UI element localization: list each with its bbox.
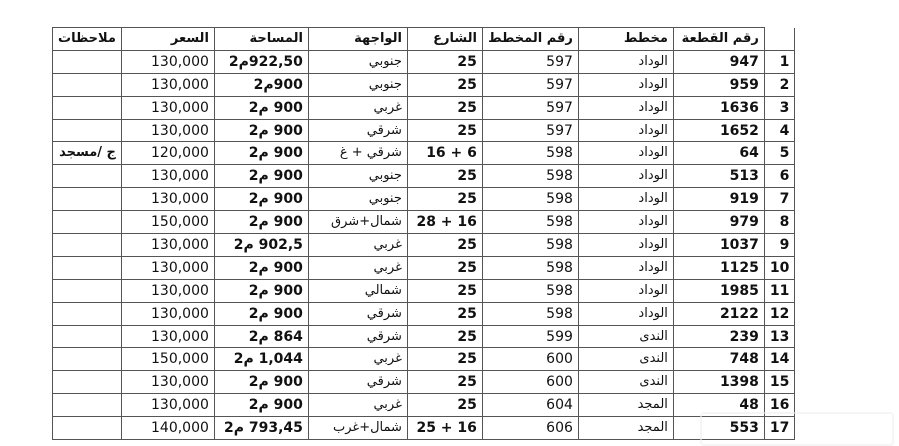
- cell-plan-no: 598: [482, 302, 578, 325]
- cell-price: 130,000: [121, 371, 214, 394]
- table-row: [53, 211, 795, 234]
- cell-facade: شرقي + غ: [308, 142, 407, 165]
- table-row: [53, 348, 795, 371]
- table-row: [53, 279, 795, 302]
- cell-price: 130,000: [121, 325, 214, 348]
- cell-price: 130,000: [121, 188, 214, 211]
- cell-plan-no: 604: [482, 394, 578, 417]
- cell-street: 25: [407, 50, 482, 73]
- cell-notes: [53, 96, 122, 119]
- cell-plan: المجد: [578, 394, 673, 417]
- cell-index: 15: [764, 371, 794, 394]
- cell-price: 150,000: [121, 211, 214, 234]
- cell-facade: شمال+غرب: [308, 417, 407, 440]
- cell-plan: الوداد: [578, 73, 673, 96]
- cell-plan: الوداد: [578, 96, 673, 119]
- cell-street: 25: [407, 73, 482, 96]
- cell-plan-no: 597: [482, 119, 578, 142]
- cell-index: 3: [764, 96, 794, 119]
- cell-area: 864 م2: [214, 325, 308, 348]
- cell-plan: الوداد: [578, 119, 673, 142]
- cell-index: 9: [764, 234, 794, 257]
- cell-area: 900 م2: [214, 165, 308, 188]
- cell-price: 130,000: [121, 96, 214, 119]
- cell-plan: الندى: [578, 371, 673, 394]
- cell-notes: [53, 302, 122, 325]
- cell-plot-no: 979: [673, 211, 764, 234]
- cell-notes: [53, 165, 122, 188]
- table-row: [53, 165, 795, 188]
- cell-index: 12: [764, 302, 794, 325]
- cell-street: 6 + 16: [407, 142, 482, 165]
- cell-price: 130,000: [121, 279, 214, 302]
- cell-area: 900 م2: [214, 188, 308, 211]
- cell-plan: الوداد: [578, 302, 673, 325]
- cell-plot-no: 2122: [673, 302, 764, 325]
- cell-street: 25: [407, 119, 482, 142]
- cell-plan-no: 598: [482, 279, 578, 302]
- cell-street: 25: [407, 188, 482, 211]
- cell-street: 25: [407, 279, 482, 302]
- table-row: [53, 256, 795, 279]
- cell-notes: [53, 234, 122, 257]
- cell-plot-no: 748: [673, 348, 764, 371]
- cell-plan: الوداد: [578, 50, 673, 73]
- cell-facade: غربي: [308, 234, 407, 257]
- cell-plot-no: 553: [673, 417, 764, 440]
- header-area: المساحة: [214, 28, 308, 51]
- cell-facade: جنوبي: [308, 50, 407, 73]
- header-plan: مخطط: [578, 28, 673, 51]
- cell-notes: [53, 394, 122, 417]
- table-row: [53, 73, 795, 96]
- cell-facade: غربي: [308, 394, 407, 417]
- cell-area: 900 م2: [214, 302, 308, 325]
- cell-facade: جنوبي: [308, 188, 407, 211]
- cell-area: 900 م2: [214, 394, 308, 417]
- cell-facade: شمالي: [308, 279, 407, 302]
- cell-price: 130,000: [121, 256, 214, 279]
- land-plots-table: [52, 27, 795, 440]
- header-index: [764, 28, 794, 51]
- cell-street: 25: [407, 256, 482, 279]
- cell-plan: الوداد: [578, 211, 673, 234]
- header-plot-no: رقم القطعة: [673, 28, 764, 51]
- table-row: [53, 417, 795, 440]
- cell-price: 150,000: [121, 348, 214, 371]
- cell-plot-no: 48: [673, 394, 764, 417]
- cell-street: 25: [407, 325, 482, 348]
- cell-area: 900 م2: [214, 256, 308, 279]
- cell-notes: [53, 119, 122, 142]
- cell-street: 25: [407, 371, 482, 394]
- header-plan-no: رقم المخطط: [482, 28, 578, 51]
- cell-plan-no: 598: [482, 142, 578, 165]
- cell-plot-no: 959: [673, 73, 764, 96]
- cell-plan: الوداد: [578, 188, 673, 211]
- cell-price: 130,000: [121, 119, 214, 142]
- cell-price: 130,000: [121, 73, 214, 96]
- cell-plan-no: 599: [482, 325, 578, 348]
- cell-notes: [53, 417, 122, 440]
- table-row: [53, 119, 795, 142]
- cell-facade: جنوبي: [308, 73, 407, 96]
- cell-plot-no: 947: [673, 50, 764, 73]
- watermark: [700, 412, 894, 446]
- header-notes: ملاحظات: [53, 28, 122, 51]
- cell-plot-no: 64: [673, 142, 764, 165]
- table-row: [53, 371, 795, 394]
- table-row: [53, 142, 795, 165]
- cell-plan: الوداد: [578, 142, 673, 165]
- cell-plot-no: 1985: [673, 279, 764, 302]
- cell-area: 900 م2: [214, 96, 308, 119]
- cell-facade: شرقي: [308, 302, 407, 325]
- cell-notes: [53, 211, 122, 234]
- cell-price: 130,000: [121, 302, 214, 325]
- cell-plan: الوداد: [578, 165, 673, 188]
- cell-plan-no: 598: [482, 211, 578, 234]
- table-row: [53, 234, 795, 257]
- cell-index: 17: [764, 417, 794, 440]
- header-street: الشارع: [407, 28, 482, 51]
- cell-index: 13: [764, 325, 794, 348]
- header-price: السعر: [121, 28, 214, 51]
- cell-plan-no: 598: [482, 234, 578, 257]
- cell-index: 16: [764, 394, 794, 417]
- cell-notes: [53, 348, 122, 371]
- cell-street: 25: [407, 234, 482, 257]
- cell-notes: [53, 188, 122, 211]
- cell-plan: الندى: [578, 325, 673, 348]
- cell-plan: المجد: [578, 417, 673, 440]
- cell-street: 25: [407, 302, 482, 325]
- cell-area: 900م2: [214, 73, 308, 96]
- cell-price: 130,000: [121, 50, 214, 73]
- cell-plan-no: 597: [482, 96, 578, 119]
- cell-index: 8: [764, 211, 794, 234]
- cell-area: 902,5 م2: [214, 234, 308, 257]
- cell-plot-no: 1037: [673, 234, 764, 257]
- cell-index: 14: [764, 348, 794, 371]
- cell-street: 16 + 25: [407, 417, 482, 440]
- cell-notes: [53, 256, 122, 279]
- cell-index: 6: [764, 165, 794, 188]
- cell-price: 130,000: [121, 234, 214, 257]
- table-row: [53, 50, 795, 73]
- cell-area: 900 م2: [214, 279, 308, 302]
- cell-area: 900 م2: [214, 119, 308, 142]
- cell-facade: جنوبي: [308, 165, 407, 188]
- cell-street: 25: [407, 165, 482, 188]
- cell-notes: [53, 325, 122, 348]
- table-row: [53, 96, 795, 119]
- cell-plan: الندى: [578, 348, 673, 371]
- cell-price: 120,000: [121, 142, 214, 165]
- cell-plan-no: 600: [482, 371, 578, 394]
- cell-index: 11: [764, 279, 794, 302]
- table-row: [53, 302, 795, 325]
- cell-index: 4: [764, 119, 794, 142]
- cell-street: 25: [407, 394, 482, 417]
- cell-notes: [53, 50, 122, 73]
- cell-plan-no: 597: [482, 50, 578, 73]
- cell-facade: شمال+شرق: [308, 211, 407, 234]
- cell-street: 25: [407, 96, 482, 119]
- cell-plan-no: 598: [482, 256, 578, 279]
- cell-facade: غربي: [308, 256, 407, 279]
- cell-plot-no: 239: [673, 325, 764, 348]
- cell-plan-no: 598: [482, 165, 578, 188]
- cell-index: 2: [764, 73, 794, 96]
- cell-index: 10: [764, 256, 794, 279]
- cell-index: 5: [764, 142, 794, 165]
- table-row: [53, 188, 795, 211]
- cell-area: 1,044 م2: [214, 348, 308, 371]
- header-row: [53, 28, 795, 51]
- cell-price: 130,000: [121, 165, 214, 188]
- cell-price: 130,000: [121, 394, 214, 417]
- cell-street: 25: [407, 348, 482, 371]
- cell-area: 793,45 م2: [214, 417, 308, 440]
- cell-notes: [53, 279, 122, 302]
- cell-notes: [53, 371, 122, 394]
- table-row: [53, 394, 795, 417]
- cell-plot-no: 1636: [673, 96, 764, 119]
- cell-street: 16 + 28: [407, 211, 482, 234]
- table-row: [53, 325, 795, 348]
- cell-area: 922,50م2: [214, 50, 308, 73]
- cell-plan: الوداد: [578, 234, 673, 257]
- cell-notes: ج /مسجد: [53, 142, 122, 165]
- cell-index: 7: [764, 188, 794, 211]
- cell-area: 900 م2: [214, 142, 308, 165]
- cell-price: 140,000: [121, 417, 214, 440]
- cell-facade: شرقي: [308, 325, 407, 348]
- cell-notes: [53, 73, 122, 96]
- cell-plot-no: 1398: [673, 371, 764, 394]
- cell-facade: غربي: [308, 348, 407, 371]
- cell-facade: غربي: [308, 96, 407, 119]
- cell-area: 900 م2: [214, 211, 308, 234]
- cell-index: 1: [764, 50, 794, 73]
- cell-plan-no: 606: [482, 417, 578, 440]
- cell-plan: الوداد: [578, 256, 673, 279]
- cell-plan-no: 600: [482, 348, 578, 371]
- cell-plot-no: 919: [673, 188, 764, 211]
- cell-facade: شرقي: [308, 119, 407, 142]
- cell-facade: شرقي: [308, 371, 407, 394]
- cell-plan: الوداد: [578, 279, 673, 302]
- cell-plot-no: 1125: [673, 256, 764, 279]
- cell-plan-no: 598: [482, 188, 578, 211]
- cell-plot-no: 513: [673, 165, 764, 188]
- header-facade: الواجهة: [308, 28, 407, 51]
- cell-area: 900 م2: [214, 371, 308, 394]
- cell-plot-no: 1652: [673, 119, 764, 142]
- cell-plan-no: 597: [482, 73, 578, 96]
